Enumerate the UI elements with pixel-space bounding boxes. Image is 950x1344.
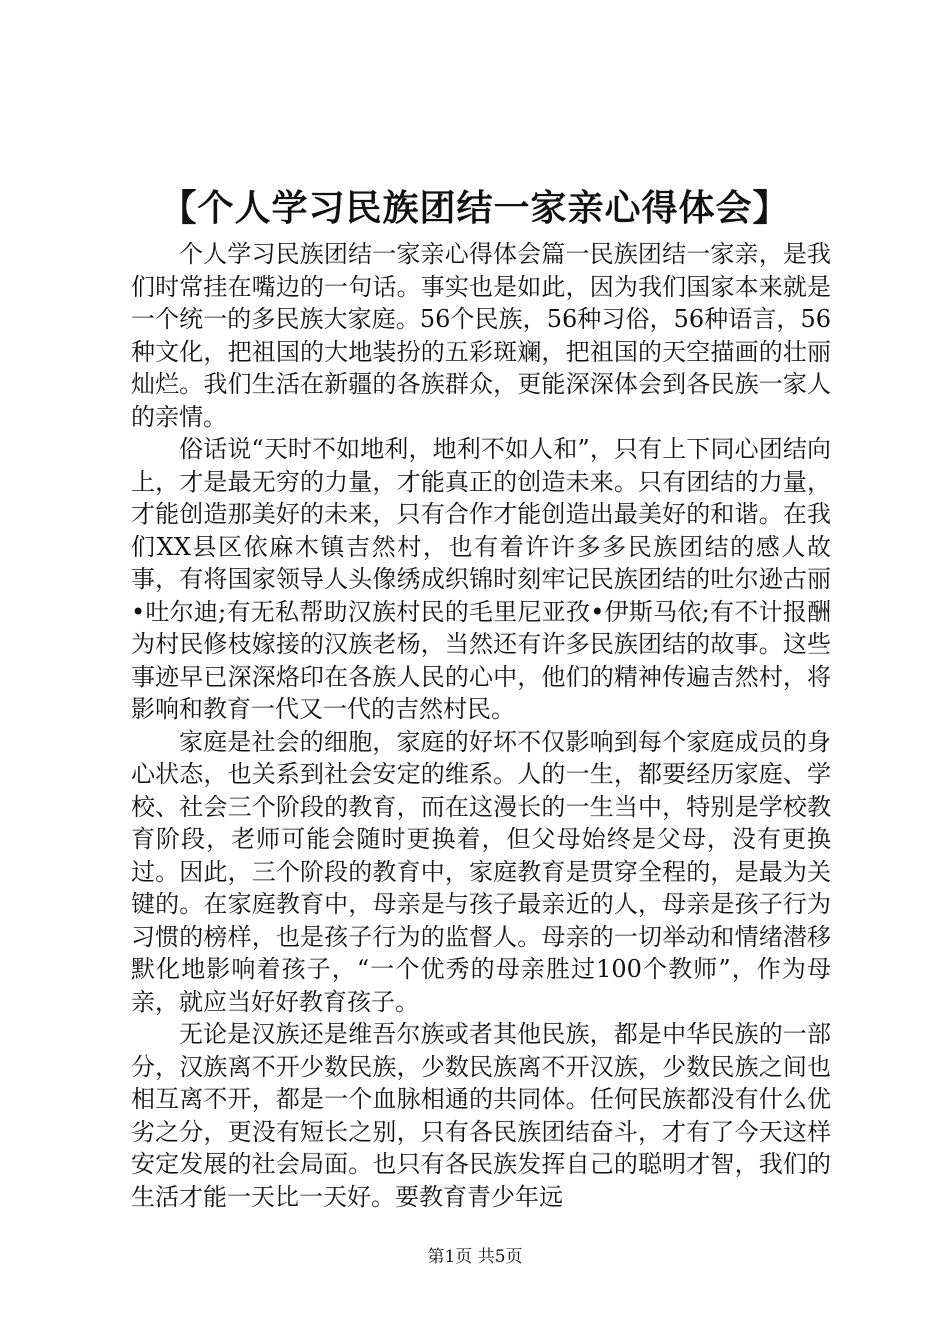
paragraph-1: 个人学习民族团结一家亲心得体会篇一民族团结一家亲，是我们时常挂在嘴边的一句话。事实也是如此，因为我们国家本来就是一个统一的多民族大家庭。56个民族，56种习俗，56种语言，56种文化，把祖国的大地装扮的五彩斑斓，把祖国的天空描画的壮丽灿烂。我们生活在新疆的各族群众，更能深深体会到各民族一家人的亲情。 (131, 240, 831, 431)
document-title: 【个人学习民族团结一家亲心得体会】 (160, 187, 790, 229)
paragraph-2: 俗话说“天时不如地利，地利不如人和”，只有上下同心团结向上，才是最无穷的力量，才能真正的创造未来。只有团结的力量，才能创造那美好的未来，只有合作才能创造出最美好的和谐。在我们XX县区依麻木镇吉然村，也有着许许多多民族团结的感人故事，有将国家领导人头像绣成织锦时刻牢记民族团结的吐尔逊古丽•吐尔迪;有无私帮助汉族村民的毛里尼亚孜•伊斯马依;有不计报酬为村民修枝嫁接的汉族老杨，当然还有许多民族团结的故事。这些事迹早已深深烙印在各族人民的心中，他们的精神传遍吉然村，将影响和教育一代又一代的吉然村民。 (131, 435, 831, 723)
paragraph-4: 无论是汉族还是维吾尔族或者其他民族，都是中华民族的一部分，汉族离不开少数民族，少数民族离不开汉族，少数民族之间也相互离不开，都是一个血脉相通的共同体。任何民族都没有什么优劣之分，更没有短长之别，只有各民族团结奋斗，才有了今天这样安定发展的社会局面。也只有各民族发挥自己的聪明才智，我们的生活才能一天比一天好。要教育青少年远 (131, 1020, 831, 1211)
document-body (131, 238, 831, 1213)
page-footer: 第1页 共5页 (427, 1247, 523, 1267)
paragraph-3: 家庭是社会的细胞，家庭的好坏不仅影响到每个家庭成员的身心状态，也关系到社会安定的维系。人的一生，都要经历家庭、学校、社会三个阶段的教育，而在这漫长的一生当中，特别是学校教育阶段，老师可能会随时更换着，但父母始终是父母，没有更换过。因此，三个阶段的教育中，家庭教育是贯穿全程的，是最为关键的。在家庭教育中，母亲是与孩子最亲近的人，母亲是孩子行为习惯的榜样，也是孩子行为的监督人。母亲的一切举动和情绪潜移默化地影响着孩子，“一个优秀的母亲胜过100个教师”，作为母亲，就应当好好教育孩子。 (131, 727, 831, 1016)
